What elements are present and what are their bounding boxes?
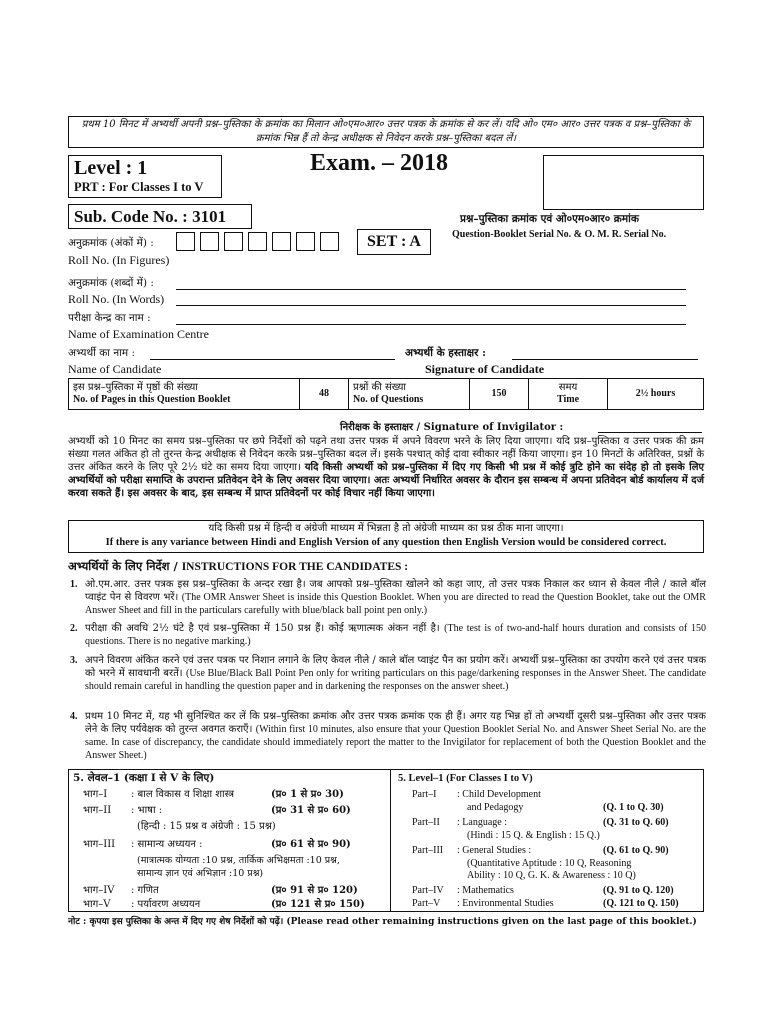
instruction-item-2	[70, 622, 706, 648]
en-part-name: : General Studies :	[457, 845, 532, 856]
variance-note-hindi: यदि किसी प्रश्न में हिन्दी व अंग्रेजी माध्यम में भिन्नता है तो अंग्रेजी माध्यम का प्रश्न ठीक माना जाएगा।	[208, 523, 564, 534]
general-note	[68, 435, 704, 500]
roll-words-label-hindi: अनुक्रमांक (शब्दों में) :	[68, 277, 154, 289]
instruction-number: 2.	[70, 623, 78, 634]
level-title: Level : 1	[74, 157, 148, 179]
pages-label-hindi: इस प्रश्न–पुस्तिका में पृष्ठों की संख्या	[73, 382, 198, 393]
instruction-item-3	[70, 654, 706, 693]
en-part-range: (Q. 1 to Q. 30)	[603, 802, 664, 813]
roll-digit-box[interactable]	[296, 232, 315, 251]
general-note-bold: यदि किसी अभ्यर्थी को प्रश्न–पुस्तिका में दिए गए किसी भी प्रश्न में कोई त्रुटि होने का संदेह हो तो इसके लिए अभ्यर्थियों को परीक्षा समाप्ति के उपरान्त प्रतिवेदन देने के लिए अवसर दिया जाएगा। अतः अभ्यर्थी निर्धारित अवसर के दौरान इस सम्बन्ध में अपना प्रतिवेदन बोर्ड कार्यालय में दर्ज करवा सकते हैं। इस अवसर के बाद, इस सम्बन्ध में प्राप्त प्रतिवेदनों पर कोई विचार नहीं किया जाएगा।	[68, 462, 705, 499]
instruction-text-english: (The test is of two-and-half hours duration and consists of 150 questions. There is no negative marking.)	[85, 623, 706, 647]
roll-digit-box[interactable]	[248, 232, 267, 251]
instructions-heading-english: INSTRUCTIONS FOR THE CANDIDATES :	[181, 561, 409, 573]
roll-words-label: Roll No. (In Words)	[68, 292, 165, 306]
hi-part: भाग–III	[83, 839, 116, 850]
instruction-text-english: (Use Blue/Black Ball Point Pen only for writing particulars on this page/darkening responses in the Answer Sheet. The candidate should remain careful in handling the question paper and in darkening the responses on the answer sheet.)	[85, 668, 707, 692]
serial-label-hindi: प्रश्न–पुस्तिका क्रमांक एवं ओ०एम०आर० क्रमांक	[460, 213, 639, 225]
instruction-text-english: (Within first 10 minutes, also ensure that your Question Booklet Serial No. and Answer Sheet Serial No. are the same. In case of discrepancy, the candidate should immediately report the matter to the Invigilator for replacement of both the Question Booklet and the Answer Sheet.)	[85, 724, 706, 761]
roll-digit-box[interactable]	[320, 232, 339, 251]
instruction-text-hindi: ओ.एम.आर. उत्तर पत्रक इस प्रश्न–पुस्तिका के अन्दर रखा है। जब आपको प्रश्न–पुस्तिका खोलने को कहा जाए, तो उत्तर पत्रक निकाल कर ध्यान से केवल नीले / काले बॉल प्वाइंट पेन से विवरण भरें।	[85, 579, 706, 603]
en-part-detail: Ability : 10 Q, G. K. & Awareness : 10 Q)	[467, 870, 636, 881]
time-label: Time	[556, 394, 580, 405]
hi-part-detail: (हिन्दी : 15 प्रश्न व अंग्रेजी : 15 प्रश्न)	[137, 821, 276, 832]
candidate-signature-line[interactable]	[512, 359, 698, 360]
instructions-heading-hindi: अभ्यर्थियों के लिए निर्देश /	[68, 559, 178, 573]
hi-part-detail: सामान्य ज्ञान एवं अभिज्ञान :10 प्रश्न)	[137, 868, 264, 879]
hi-part: भाग–II	[83, 805, 112, 816]
exam-title: Exam. – 2018	[310, 150, 448, 176]
variance-note-box	[68, 520, 704, 553]
set-box: SET : A	[357, 229, 431, 255]
instruction-text-hindi: परीक्षा की अवधि 2½ घंटे है एवं प्रश्न–पुस्तिका में 150 प्रश्न हैं। कोई ऋणात्मक अंकन नहीं है।	[85, 623, 440, 634]
hi-part-name: : भाषा :	[131, 805, 163, 816]
syllabus-divider	[390, 770, 391, 911]
en-part-name: : Language :	[457, 817, 507, 828]
syllabus-english-heading: 5. Level–1 (For Classes I to V)	[398, 773, 533, 784]
en-part-name: and Pedagogy	[467, 802, 524, 813]
en-part: Part–I	[412, 789, 437, 800]
centre-label: Name of Examination Centre	[68, 327, 209, 341]
en-part-name: : Environmental Studies	[457, 898, 554, 909]
time-label-hindi: समय	[558, 382, 578, 393]
roll-figures-label: Roll No. (In Figures)	[68, 253, 170, 267]
serial-label-english: Question-Booklet Serial No. & O. M. R. Serial No.	[452, 229, 667, 240]
centre-label-hindi: परीक्षा केन्द्र का नाम :	[68, 312, 151, 324]
questions-label-hindi: प्रश्नों की संख्या	[353, 382, 406, 393]
footer-note: नोट : कृपया इस पुस्तिका के अन्त में दिए गए शेष निर्देशों को पढ़ें। (Please read other remaining instructions given on the last page of this booklet.)	[68, 917, 697, 927]
instruction-item-1	[70, 578, 706, 617]
en-part-name: : Mathematics	[457, 885, 514, 896]
hi-part-range: (प्र० 91 से प्र० 120)	[271, 885, 358, 896]
invigilator-signature-line[interactable]	[598, 432, 702, 433]
en-part-name: : Child Development	[457, 789, 541, 800]
sub-code-box: Sub. Code No. : 3101	[68, 204, 252, 229]
instruction-text-hindi: प्रथम 10 मिनट में, यह भी सुनिश्चित कर लें कि प्रश्न–पुस्तिका क्रमांक और उत्तर पत्रक क्रमांक एक ही हैं। अगर यह भिन्न हों तो अभ्यर्थी दूसरी प्रश्न–पुस्तिका और उत्तर पत्रक लेने के लिए पर्यवेक्षक को तुरन्त अवगत कराएँ।	[85, 711, 706, 735]
en-part-range: (Q. 121 to Q. 150)	[603, 898, 679, 909]
en-part-range: (Q. 91 to Q. 120)	[603, 885, 674, 896]
hi-part-range: (प्र० 61 से प्र० 90)	[271, 839, 351, 850]
roll-digit-box[interactable]	[176, 232, 195, 251]
candidate-label: Name of Candidate	[68, 362, 162, 376]
roll-digit-box[interactable]	[200, 232, 219, 251]
hi-part: भाग–V	[83, 899, 111, 910]
syllabus-hindi-heading: 5. लेवल–1 (कक्षा I से V के लिए)	[73, 772, 215, 784]
hi-part: भाग–I	[83, 789, 108, 800]
hi-part-range: (प्र० 121 से प्र० 150)	[271, 899, 365, 910]
instruction-text-english: (The OMR Answer Sheet is inside this Question Booklet. When you are directed to read the Question Booklet, take out the OMR Answer Sheet and fill in the particulars carefully with blue/black ball point pen only.)	[85, 592, 706, 616]
en-part: Part–IV	[412, 885, 444, 896]
candidate-name-line[interactable]	[150, 359, 395, 360]
hi-part-name: : पर्यावरण अध्ययन	[131, 899, 201, 910]
signature-label-hindi: अभ्यर्थी के हस्ताक्षर :	[405, 347, 487, 359]
instructions-heading	[68, 559, 408, 574]
en-part: Part–V	[412, 898, 441, 909]
general-note-text: अभ्यर्थी को 10 मिनट का समय प्रश्न–पुस्तिका पर छपे निर्देशों को पढ़ने तथा उत्तर पत्रक में अपने विवरण भरने के लिए दिया जाएगा। यदि प्रश्न–पुस्तिका व उत्तर पत्रक की क्रम संख्या गलत अंकित हो तो तुरन्त केन्द्र अधीक्षक से निवेदन करके प्रश्न–पुस्तिका बदल लें। इसके पश्चात् कोई दावा स्वीकार नहीं किया जाएगा। इन 10 मिनटों के अतिरिक्त, प्रश्नों के उत्तर अंकित करने के लिए पूरे 2½ घंटे का समय दिया जाएगा।	[68, 436, 704, 473]
candidate-label-hindi: अभ्यर्थी का नाम :	[68, 347, 136, 359]
signature-label: Signature of Candidate	[425, 362, 545, 376]
hi-part-name: : बाल विकास व शिक्षा शास्त्र	[131, 789, 235, 800]
en-part: Part–II	[412, 817, 440, 828]
hi-part: भाग–IV	[83, 885, 115, 896]
en-part-detail: (Quantitative Aptitude : 10 Q, Reasoning	[467, 858, 632, 869]
roll-digit-box[interactable]	[224, 232, 243, 251]
roll-figures-label-hindi: अनुक्रमांक (अंकों में) :	[68, 237, 154, 249]
hi-part-range: (प्र० 31 से प्र० 60)	[271, 805, 351, 816]
hi-part-name: : सामान्य अध्ययन :	[131, 839, 203, 850]
en-part-range: (Q. 31 to Q. 60)	[603, 817, 669, 828]
instruction-number: 3.	[70, 655, 78, 666]
variance-note: If there is any variance between Hindi and English Version of any question then English Version would be considered correct.	[105, 537, 667, 548]
booklet-stats-table	[68, 378, 704, 410]
syllabus-box	[68, 769, 704, 912]
hi-part-detail: (मात्रात्मक योग्यता :10 प्रश्न, तार्किक अभिक्षमता :10 प्रश्न,	[137, 855, 340, 866]
instruction-number: 1.	[70, 579, 78, 590]
centre-line[interactable]	[176, 324, 686, 325]
en-part-detail: (Hindi : 15 Q. & English : 15 Q.)	[467, 830, 600, 841]
hi-part-name: : गणित	[131, 885, 159, 896]
level-box	[68, 155, 222, 198]
roll-words-line[interactable]	[176, 289, 686, 290]
instruction-text-hindi: अपने विवरण अंकित करने एवं उत्तर पत्रक पर निशान लगाने के लिए केवल नीले / काले बॉल प्वाइंट पैन का प्रयोग करें। अभ्यर्थी प्रश्न–पुस्तिका का उपयोग करने एवं उत्तर पत्रक को भरने में सावधानी बरतें।	[85, 655, 706, 679]
invigilator-label: निरीक्षक के हस्ताक्षर / Signature of Invigilator :	[340, 422, 564, 433]
roll-words-line-2[interactable]	[176, 305, 686, 306]
pages-label: No. of Pages in this Question Booklet	[73, 394, 231, 405]
roll-digit-box[interactable]	[272, 232, 291, 251]
hi-part-range: (प्र० 1 से प्र० 30)	[271, 789, 344, 800]
en-part-range: (Q. 61 to Q. 90)	[603, 845, 669, 856]
level-subtitle: PRT : For Classes I to V	[74, 180, 204, 194]
questions-label: No. of Questions	[353, 394, 424, 405]
pages-value: 48	[300, 379, 349, 410]
time-value: 2½ hours	[608, 379, 704, 410]
top-note: प्रथम 10 मिनट में अभ्यर्थी अपनी प्रश्न–पुस्तिका के क्रमांक का मिलान ओ०एम०आर० उत्तर पत्रक के क्रमांक से कर लें। यदि ओ० एम० आर० उत्तर पत्रक व प्रश्न–पुस्तिका के क्रमांक भिन्न हैं तो केन्द्र अधीक्षक से निवेदन करके प्रश्न–पुस्तिका बदल लें।	[68, 116, 704, 148]
instruction-number: 4.	[70, 711, 78, 722]
en-part: Part–III	[412, 845, 444, 856]
instruction-item-4	[70, 710, 706, 762]
serial-number-box[interactable]	[543, 155, 704, 210]
questions-value: 150	[470, 379, 529, 410]
